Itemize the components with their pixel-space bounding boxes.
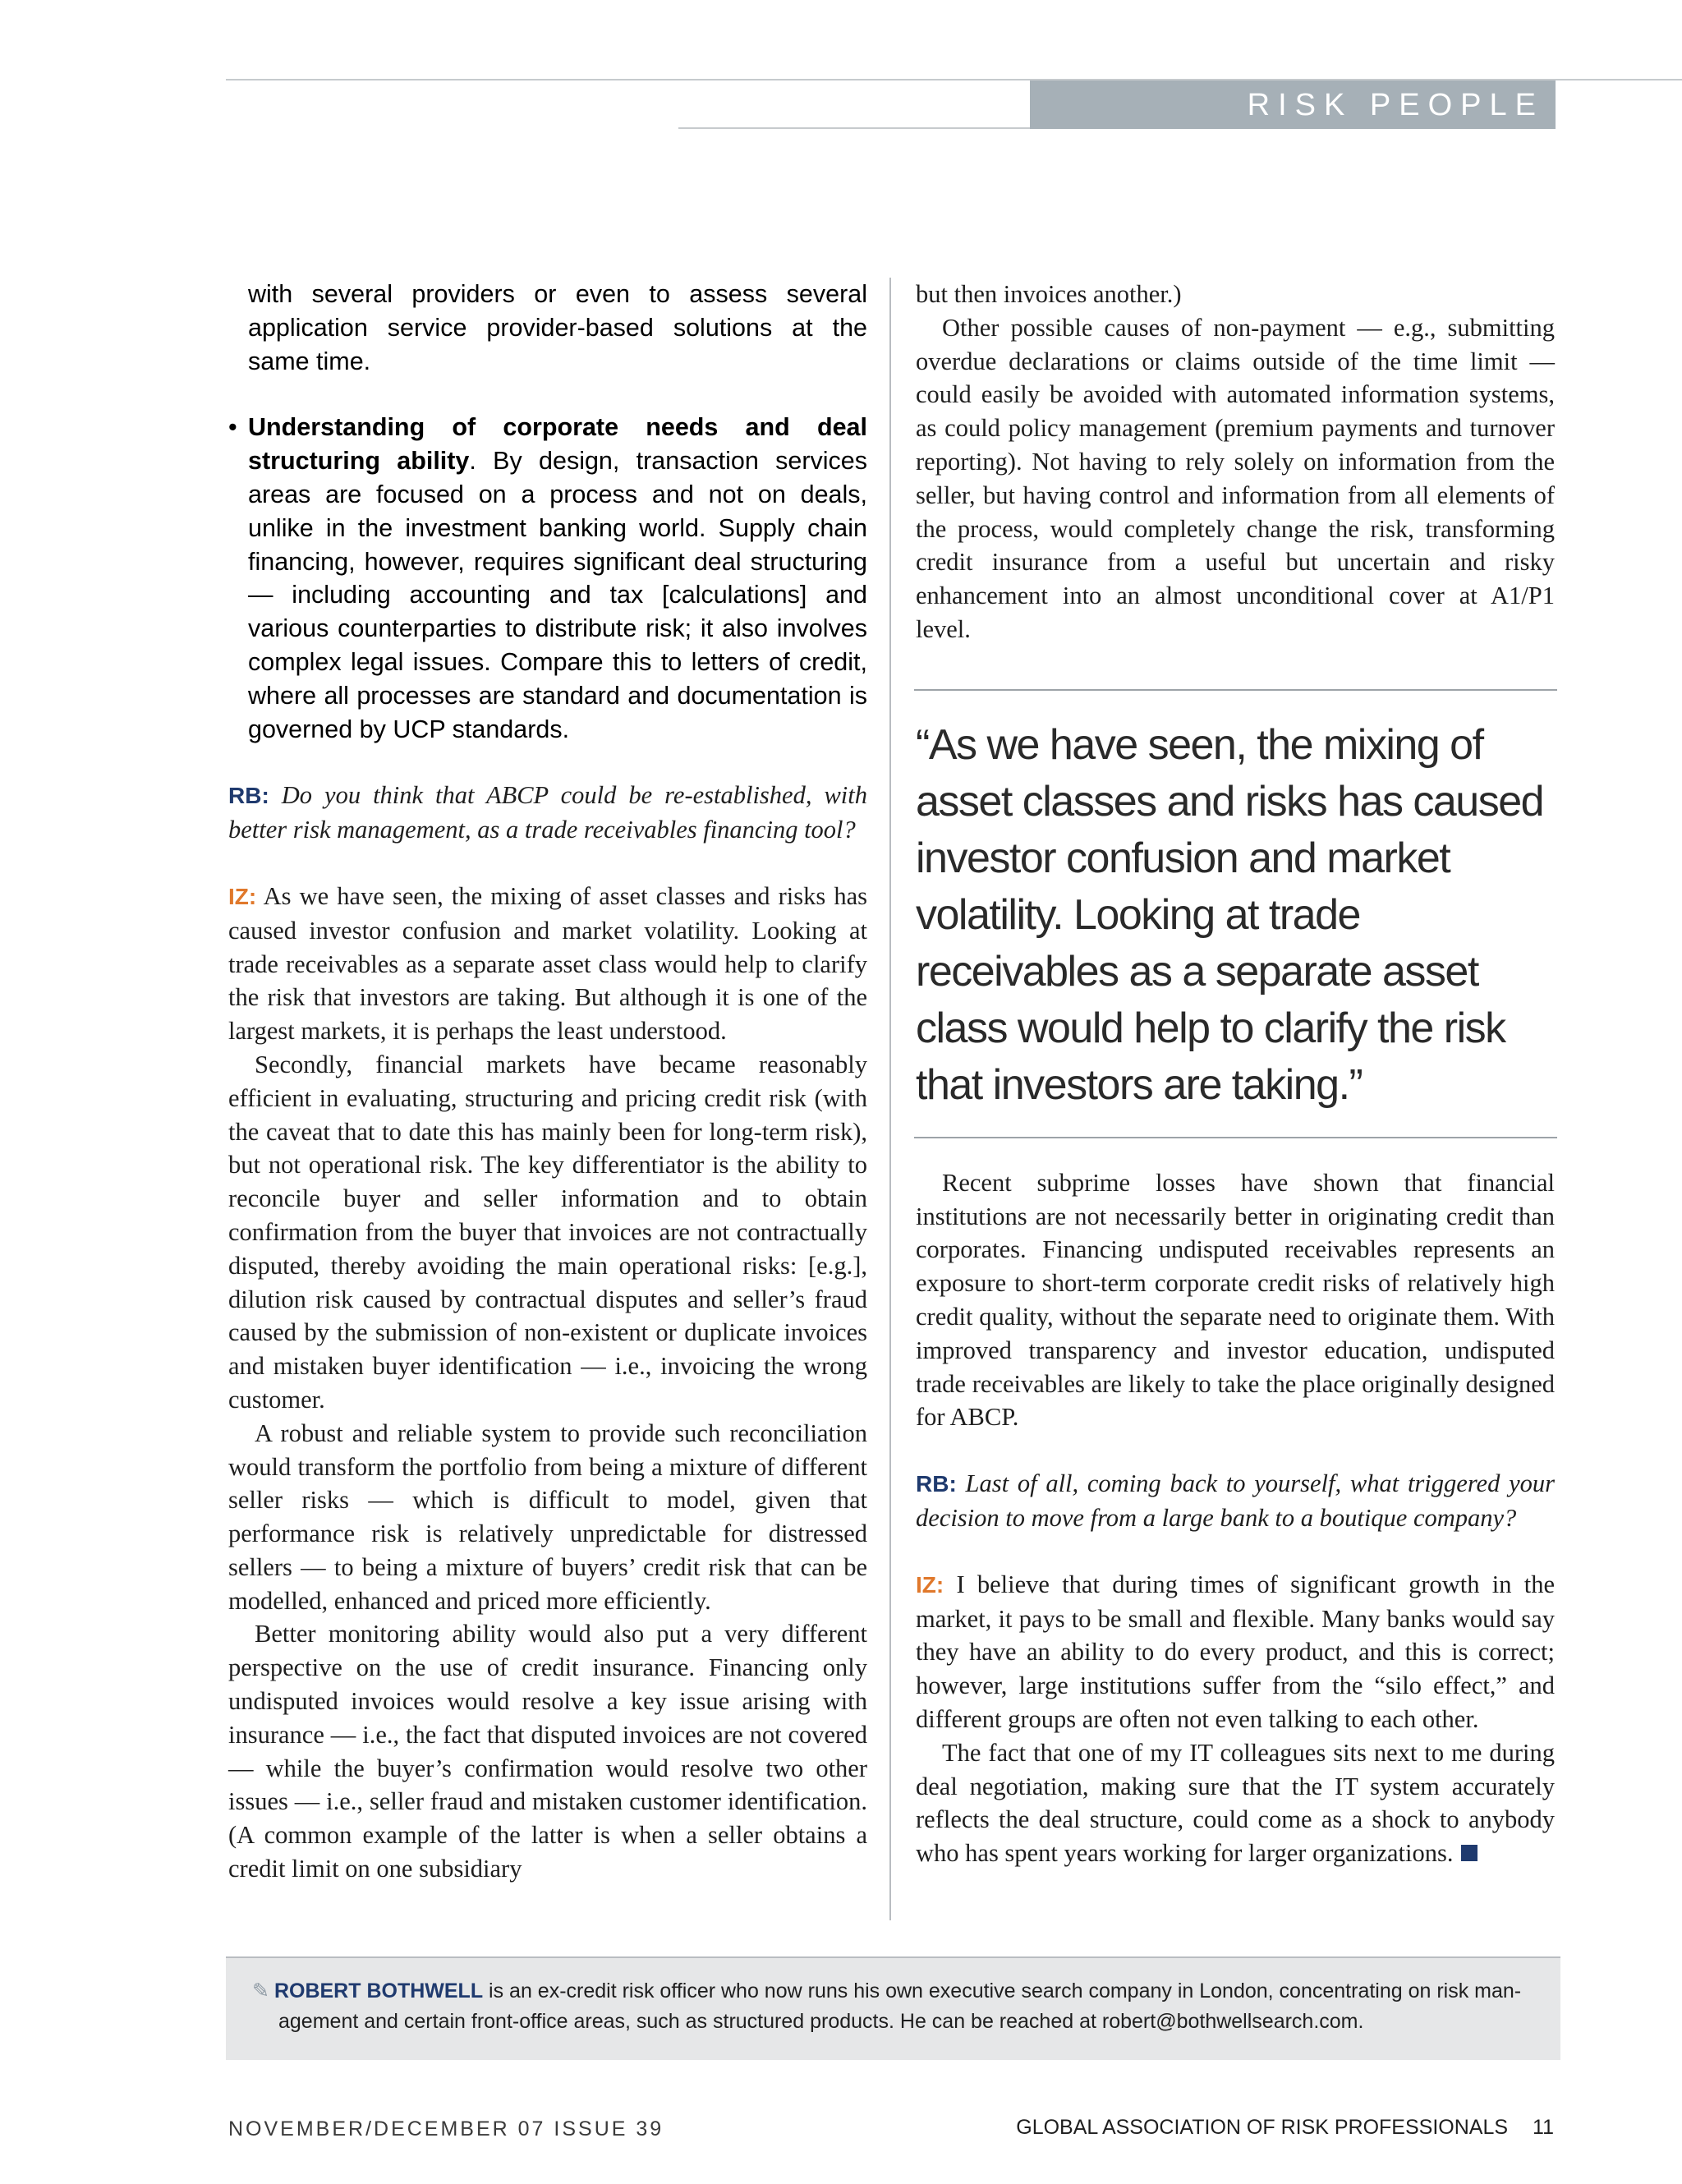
rb-tag: RB:: [228, 783, 269, 809]
paragraph-continuation: but then invoices another.): [916, 280, 1182, 308]
iz-answer-1: IZ: As we have seen, the mixing of asset classes and risks has caused investor confusion and market volatility. Looking at trade receivables as a separate asset class would help to clarify the risk that investors are taking. But although it is one of the largest markets, it is perhaps the least understood.: [228, 881, 867, 1046]
issue-info: NOVEMBER/DECEMBER 07 ISSUE 39: [228, 2117, 664, 2140]
iz-tag: IZ:: [228, 883, 257, 909]
bullet-item: [228, 411, 867, 746]
rb-question-2: RB: Last of all, coming back to yourself, what triggered your decision to move from a large bank to a boutique company?: [916, 1469, 1556, 1532]
author-bio-box: [226, 1956, 1560, 2060]
bio-line-1: is an ex-credit risk officer who now runs his own executive search company in London, concentrating on risk man-: [483, 1979, 1522, 2002]
paragraph: The fact that one of my IT colleagues sits next to me during deal negotiation, making sure that the IT system accurately reflects the deal structure, could come as a shock to anybody who has spent years working for larger organizations.: [916, 1738, 1555, 1868]
left-column: [228, 278, 867, 1886]
paragraph: Other possible causes of non-payment — e.g., submitting overdue declarations or claims outside of the time limit — could easily be avoided with automated information systems, as could policy management (premium payments and turnover reporting). Not having to rely solely on information from the seller, but having control and information from all elements of the process, would completely change the risk, transforming credit insurance from a useful but uncertain and risky enhancement into an almost unconditional cover at A1/P1 level.: [916, 313, 1555, 643]
author-name: ROBERT BOTHWELL: [273, 1979, 484, 2002]
iz-tag: IZ:: [916, 1571, 944, 1598]
header-mid-rule: [678, 127, 1030, 129]
paragraph: Secondly, financial markets have became reasonably efficient in evaluating, structuring and pricing credit risk (with the caveat that to date this has mainly been for long-term risk), but not operational risk. The key differentiator is the ability to reconcile buyer and seller information and to obtain confirmation from the buyer that invoices are not contractually disputed, thereby avoiding the main operational risks: [e.g.], dilution risk caused by contractual disputes and seller’s fraud caused by the submission of non-existent or duplicate invoices and mistaken buyer identification — i.e., invoicing the wrong customer.: [228, 1050, 867, 1414]
section-label: RISK PEOPLE: [1247, 88, 1544, 122]
section-header-band: [1030, 80, 1556, 129]
bullet-continuation: with several providers or even to assess several application service provider-based solutions at the same time.: [248, 280, 867, 375]
page-number: 11: [1533, 2116, 1554, 2139]
bullet-symbol: •: [228, 413, 237, 442]
column-divider: [889, 278, 891, 1920]
pen-icon: ✎: [252, 1979, 269, 2002]
pull-quote: “As we have seen, the mixing of asset classes and risks has caused investor confusion and market volatility. Looking at trade receivables as a separate asset class would help to clarify the risk that investors are taking.”: [916, 720, 1544, 1109]
right-column: [916, 278, 1555, 1870]
end-of-article-mark: [1461, 1845, 1477, 1861]
author-bio: [252, 1976, 1542, 2037]
paragraph: Recent subprime losses have shown that financial institutions are not necessarily better in originating credit than corporates. Financing undisputed receivables represents an exposure to short-term corporate credit risks of relatively high credit quality, without the separate need to originate them. With improved transparency and investor education, undisputed trade receivables are likely to take the place originally designed for ABCP.: [916, 1168, 1555, 1432]
paragraph: A robust and reliable system to provide such reconciliation would transform the portfolio from being a mixture of different seller risks — which is difficult to model, given that performance risk is relatively unpredictable for distressed sellers — to being a mixture of buyers’ credit risk that can be modelled, enhanced and priced more efficiently.: [228, 1418, 867, 1615]
bio-line-2: agement and certain front-office areas, such as structured products. He can be reached at robert@bothwellsearch.com.: [278, 2010, 1364, 2033]
footer-right: [1016, 2116, 1554, 2140]
rb-tag: RB:: [916, 1471, 957, 1497]
paragraph: Better monitoring ability would also put a very different perspective on the use of credit insurance. Financing only undisputed invoices would resolve a key issue arising with insurance — i.e., the fact that disputed invoices are not covered — while the buyer’s confirmation would resolve two other issues — i.e., seller fraud and mistaken customer identification. (A common example of the latter is when a seller obtains a credit limit on one subsidiary: [228, 1620, 867, 1883]
publisher-name: GLOBAL ASSOCIATION OF RISK PROFESSIONALS: [1016, 2116, 1509, 2139]
iz-answer-2: IZ: I believe that during times of significant growth in the market, it pays to be small and flexible. Many banks would say they have an ability to do every product, and this is correct; however, large institutions suffer from the “silo effect,” and different groups are often not even talking to each other.: [916, 1570, 1555, 1733]
bullet-title: Understanding of corporate needs and deal structuring ability: [248, 413, 867, 476]
rb-question-1: RB: Do you think that ABCP could be re-established, with better risk management, as a trade receivables financing tool?: [228, 781, 867, 844]
bullet-text: . By design, transaction services areas are focused on a process and not on deals, unlike in the investment banking world. Supply chain financing, however, requires significant deal structuring — including accounting and tax [calculations] and various counterparties to distribute risk; it also involves complex legal issues. Compare this to letters of credit, where all processes are standard and documentation is governed by UCP standards.: [248, 447, 867, 743]
